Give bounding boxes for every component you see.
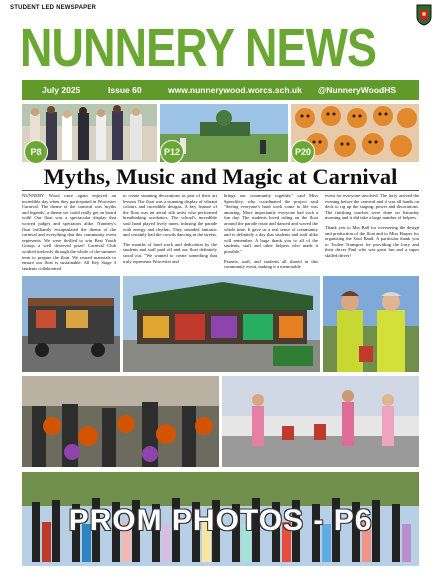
prom-photos-banner[interactable]: PROM PHOTOS - P6 bbox=[68, 504, 373, 537]
article-column-2 bbox=[123, 193, 217, 268]
issue-date: July 2025 bbox=[42, 85, 81, 95]
article-column-4 bbox=[325, 193, 419, 263]
photo-carnival-crowd[interactable] bbox=[22, 376, 219, 467]
headline-divider bbox=[22, 190, 419, 191]
article-paragraph: NUNNERY Wood once again enjoyed an incredible day when they participated in Worcester Carnival. The theme of the carnival was 'myths and legends', a theme we could really get on board with! Our float was a spectacular display that wowed judges and spectators alike. Nunnery's float brilliantly encapsulated the theme of the carnival and everything that this community event represents. We were thrilled to win Best Youth Group, a well deserved prize! Carnival Club worked tirelessly through the whole of the summer term to prepare the float. We reused materials to ensure our float is sustainable. All Key Stage 3 students collaborated bbox=[22, 193, 116, 271]
social-handle[interactable]: @NunneryWoodHS bbox=[318, 85, 397, 95]
article-paragraph: Thank you to Mrs Ball for overseeing the design and production of the float and to Miss Harper for organising the Soul Band. A particular thank you to Toolen Transport for providing the lorry and their driver Paul who was great fun and a super skilled driver! bbox=[325, 224, 419, 258]
article-headline: Myths, Music and Magic at Carnival bbox=[43, 164, 398, 189]
masthead-title: NUNNERY NEWS bbox=[20, 18, 377, 78]
article-column-1 bbox=[22, 193, 116, 275]
article-paragraph: event for everyone involved. The lorry arrived the evening before the carnival and it was all hands on deck to rig up the staging, power and decorations. The finishing touches were done on Saturday morning and it did take a large number of helpers. bbox=[325, 193, 419, 221]
issue-number: Issue 60 bbox=[108, 85, 142, 95]
photo-float-decorations[interactable] bbox=[123, 276, 320, 372]
article-paragraph: The months of hard work and dedication by the students and staff paid off and our float definitely stood out. "We wanted to create something that truly represents Worcester and bbox=[123, 241, 217, 264]
photo-staff-helpers[interactable] bbox=[323, 276, 419, 372]
school-crest-icon bbox=[416, 4, 432, 26]
page-badge-p8[interactable]: P8 bbox=[24, 140, 48, 164]
article-paragraph: to create stunning decorations as part of their art lessons The float was a stunning display of vibrant colours and incredible designs. A key feature of the float was an aerial silk artist who performed breathtaking acrobatics. The school's incredible soul band played lively tunes, infusing the parade with energy and rhythm. They sounded fantastic and certainly had the crowds dancing in the streets. bbox=[123, 193, 218, 238]
info-bar bbox=[22, 80, 419, 100]
website-link[interactable]: www.nunnerywood.worcs.sch.uk bbox=[168, 85, 302, 95]
article-column-3 bbox=[224, 193, 318, 274]
kicker-label: STUDENT LED NEWSPAPER bbox=[10, 5, 97, 11]
article-paragraph: brings our community together," said Miss Speechley, who coordinated the project said "Seeing everyone's hard work come to life was amazing. More importantly everyone had such a fun day. The students loved riding on the float around the parade route and danced and waved the whole time. It gave us a real sense of community and is definitely a day that students and staff alike will remember. A huge thank you to all of the students, staff and other helpers who made it possible." bbox=[224, 193, 318, 254]
photo-lorry-float[interactable] bbox=[22, 276, 120, 372]
page-badge-p20[interactable]: P20 bbox=[291, 140, 315, 164]
page-badge-p12[interactable]: P12 bbox=[160, 140, 184, 164]
article-paragraph: Parents, staff, and students all shared in this community event, making it a memorable bbox=[224, 258, 318, 270]
photo-parade-dancers[interactable] bbox=[222, 376, 419, 467]
